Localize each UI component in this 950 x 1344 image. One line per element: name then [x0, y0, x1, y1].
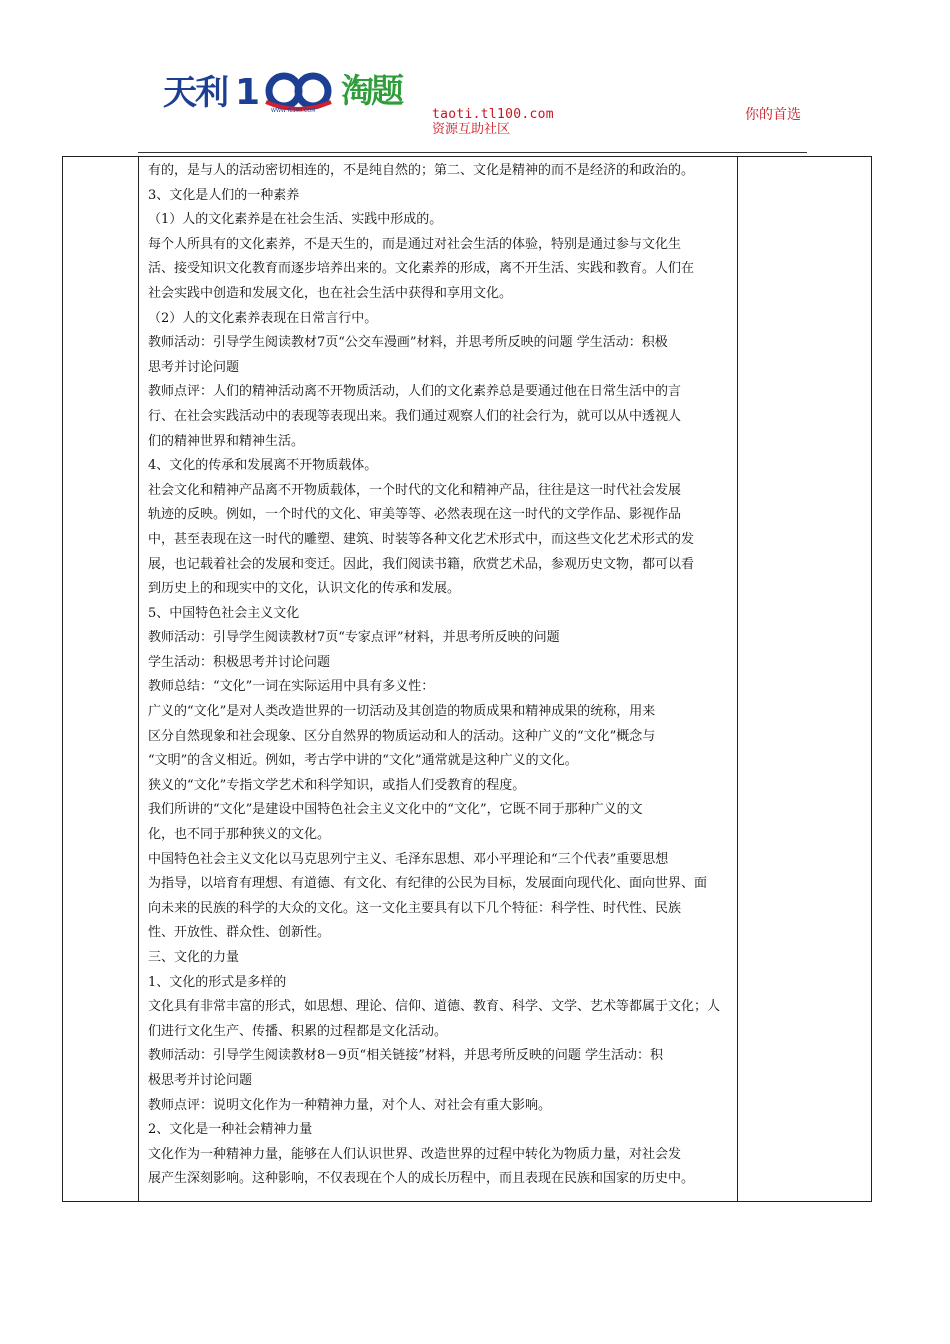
svg-text:1: 1	[235, 72, 261, 113]
content-line: 文化作为一种精神力量，能够在人们认识世界、改造世界的过程中转化为物质力量，对社会发	[148, 1146, 682, 1162]
content-line: 向未来的民族的科学的大众的文化。这一文化主要具有以下几个特征：科学性、时代性、民族	[148, 900, 682, 916]
content-line: 教师活动：引导学生阅读教材7页“公交车漫画”材料，并思考所反映的问题 学生活动：积极	[148, 335, 668, 351]
content-line: 极思考并讨论问题	[148, 1072, 253, 1088]
content-line: 到历史上的和现实中的文化，认识文化的传承和发展。	[148, 581, 461, 597]
content-line: 学生活动：积极思考并讨论问题	[148, 654, 331, 670]
site-subtitle: 资源互助社区	[432, 122, 511, 137]
page-header	[0, 0, 950, 155]
content-line: 广义的“文化”是对人类改造世界的一切活动及其创造的物质成果和精神成果的统称，用来	[148, 704, 656, 720]
content-line: 教师点评：人们的精神活动离不开物质活动，人们的文化素养总是要通过他在日常生活中的言	[148, 384, 682, 400]
content-line: （2）人的文化素养表现在日常言行中。	[148, 310, 378, 326]
content-line: 4、文化的传承和发展离不开物质载体。	[148, 458, 378, 474]
content-line: “文明”的含义相近。例如，考古学中讲的“文化”通常就是这种广义的文化。	[148, 753, 578, 769]
content-line: 们进行文化生产、传播、积累的过程都是文化活动。	[148, 1023, 448, 1039]
content-line: 展，也记载着社会的发展和变迁。因此，我们阅读书籍，欣赏艺术品，参观历史文物，都可以看	[148, 556, 695, 572]
content-line: 2、文化是一种社会精神力量	[148, 1122, 313, 1138]
content-line: 中，甚至表现在这一时代的雕塑、建筑、时装等各种文化艺术形式中，而这些文化艺术形式的发	[148, 531, 695, 547]
content-line: 为指导，以培育有理想、有道德、有文化、有纪律的公民为目标，发展面向现代化、面向世界、面	[148, 876, 708, 892]
header-tagline: 你的首选	[745, 107, 801, 123]
content-line: 我们所讲的“文化”是建设中国特色社会主义文化中的“文化”，它既不同于那种广义的文	[148, 802, 643, 818]
content-line: 教师点评：说明文化作为一种精神力量，对个人、对社会有重大影响。	[148, 1097, 552, 1113]
content-line: 5、中国特色社会主义文化	[148, 605, 300, 621]
content-line: 区分自然现象和社会现象、区分自然界的物质运动和人的活动。这种广义的“文化”概念与	[148, 728, 656, 744]
content-line: 1、文化的形式是多样的	[148, 974, 287, 990]
content-line: 狭义的“文化”专指文学艺术和科学知识，或指人们受教育的程度。	[148, 777, 526, 793]
svg-text:天利: 天利	[163, 73, 227, 113]
content-line: 思考并讨论问题	[148, 359, 240, 375]
svg-text:WWW.TL100.COM: WWW.TL100.COM	[271, 108, 316, 114]
column-divider-left	[138, 157, 139, 1201]
content-line: 文化具有非常丰富的形式，如思想、理论、信仰、道德、教育、科学、文学、艺术等都属于文化；人	[148, 999, 721, 1015]
content-line: 教师总结：“文化”一词在实际运用中具有多义性：	[148, 679, 435, 695]
content-line: 展产生深刻影响。这种影响，不仅表现在个人的成长历程中，而且表现在民族和国家的历史中。	[148, 1171, 695, 1187]
content-line: 们的精神世界和精神生活。	[148, 433, 305, 449]
content-line: 轨迹的反映。例如，一个时代的文化、审美等等、必然表现在这一时代的文学作品、影视作品	[148, 507, 682, 523]
content-line: 每个人所具有的文化素养，不是天生的，而是通过对社会生活的体验，特别是通过参与文化生	[148, 236, 682, 252]
content-line: 有的，是与人的活动密切相连的，不是纯自然的；第二、文化是精神的而不是经济的和政治的。	[148, 163, 695, 178]
lesson-content-cell	[148, 159, 733, 1192]
content-line: 社会实践中创造和发展文化，也在社会生活中获得和享用文化。	[148, 285, 513, 301]
site-url[interactable]: taoti.tl100.com	[432, 107, 554, 122]
content-line: 三、文化的力量	[148, 950, 240, 965]
header-divider	[138, 152, 807, 153]
content-line: 中国特色社会主义文化以马克思列宁主义、毛泽东思想、邓小平理论和“三个代表”重要思想	[148, 851, 669, 867]
tl100-logo	[163, 66, 423, 121]
content-line: 活、接受知识文化教育而逐步培养出来的。文化素养的形成，离不开生活、实践和教育。人们在	[148, 261, 695, 277]
svg-text:淘题: 淘题	[341, 71, 401, 110]
content-line: 教师活动：引导学生阅读教材8－9页“相关链接”材料，并思考所反映的问题 学生活动：积	[148, 1048, 663, 1064]
lesson-table	[62, 156, 872, 1202]
content-line: 社会文化和精神产品离不开物质载体，一个时代的文化和精神产品，往往是这一时代社会发展	[148, 482, 682, 498]
content-line: 化，也不同于那种狭义的文化。	[148, 827, 331, 843]
content-line: （1）人的文化素养是在社会生活、实践中形成的。	[148, 212, 443, 228]
content-line: 性、开放性、群众性、创新性。	[148, 925, 331, 941]
column-divider-right	[737, 157, 738, 1201]
content-line: 行、在社会实践活动中的表现等表现出来。我们通过观察人们的社会行为，就可以从中透视人	[148, 408, 682, 424]
content-line: 3、文化是人们的一种素养	[148, 187, 300, 203]
content-line: 教师活动：引导学生阅读教材7页“专家点评”材料，并思考所反映的问题	[148, 630, 560, 646]
